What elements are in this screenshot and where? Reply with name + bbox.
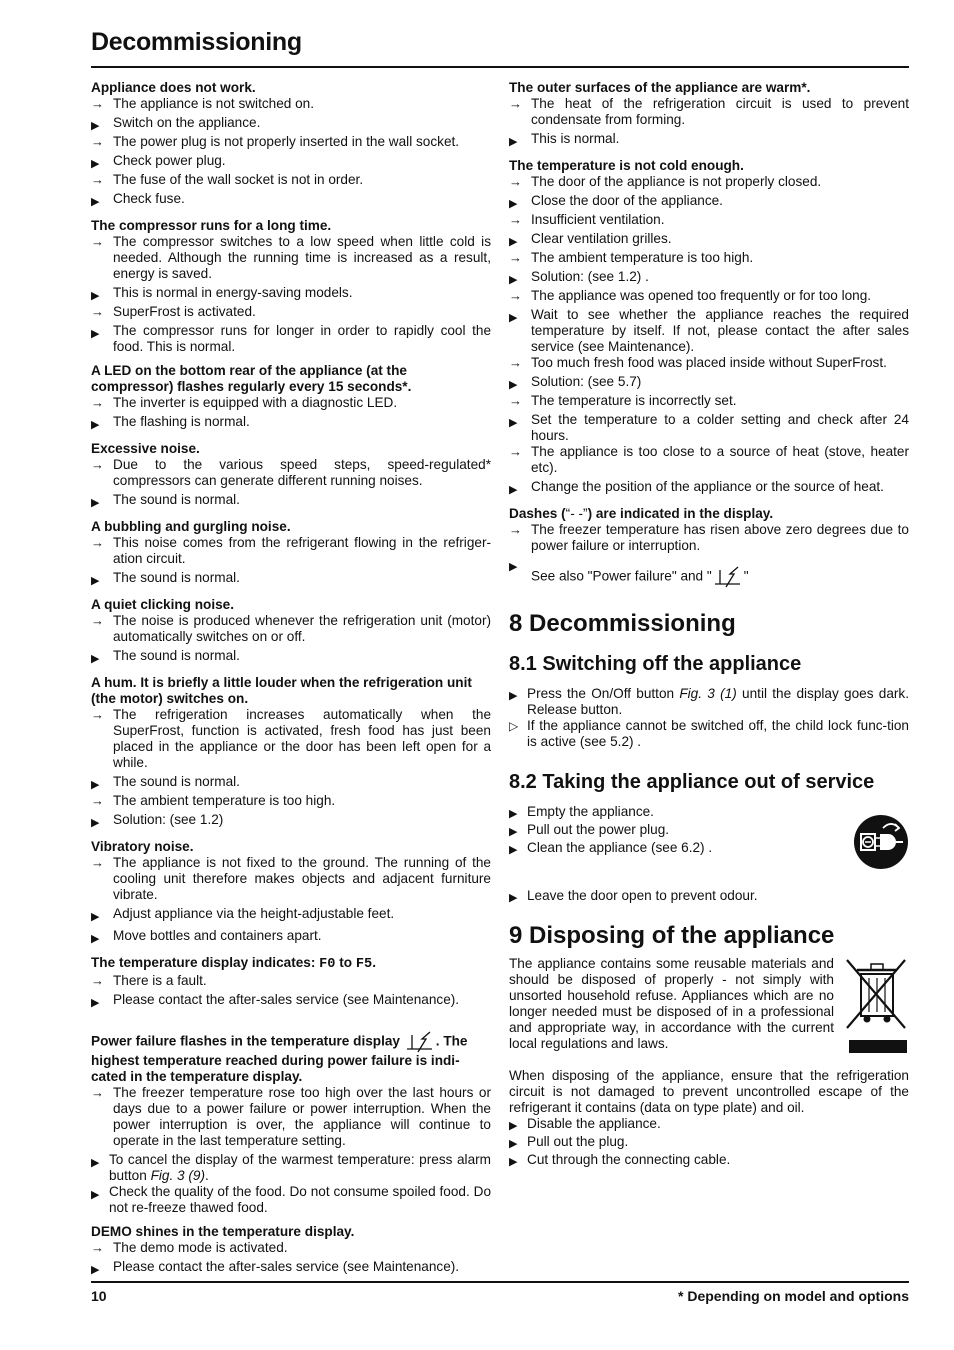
item-text: The compressor switches to a low speed when little cold is needed. Although the running time is increased as a result, energy is saved. <box>113 234 491 281</box>
item-text: The appliance is too close to a source of heat (stove, heater etc). <box>531 444 909 475</box>
item-text: The freezer temperature has risen above zero degrees due to power failure or interruption. <box>531 522 909 553</box>
arrow-bullet-icon: → <box>509 250 522 265</box>
item-text: The sound is normal. <box>113 774 240 789</box>
item-text: The door of the appliance is not properly closed. <box>531 174 822 189</box>
item-text: The power plug is not properly inserted in the wall socket. <box>113 134 460 149</box>
cause-item <box>509 250 909 266</box>
item-text: This noise comes from the refrigerant flowing in the refriger-ation circuit. <box>113 535 491 566</box>
cause-item <box>509 444 909 476</box>
disposal-steps <box>509 1116 909 1170</box>
item-text: Please contact the after-sales service (see Maintenance). <box>113 992 460 1007</box>
item-text: The fuse of the wall socket is not in order. <box>113 172 364 187</box>
item-text: This is normal. <box>531 131 620 146</box>
action-step <box>91 928 491 947</box>
demo-heading: DEMO shines in the temperature display. <box>91 1224 355 1239</box>
action-step <box>91 648 491 667</box>
action-step <box>509 479 909 498</box>
right-column <box>509 80 909 1170</box>
triangle-bullet-icon: ▶ <box>509 236 518 248</box>
action-step <box>509 1134 909 1152</box>
item-text: The compressor runs for longer in order to rapidly cool the food. This is normal. <box>113 323 491 354</box>
arrow-bullet-icon: → <box>91 395 104 410</box>
cause-item <box>509 355 909 371</box>
action-step <box>91 153 491 172</box>
triangle-bullet-icon: ▶ <box>91 997 100 1009</box>
cause-item <box>509 522 909 554</box>
item-text: Adjust appliance via the height-adjustable feet. <box>113 906 395 921</box>
item-text: Solution: (see 1.2) <box>113 812 224 827</box>
item-text: The ambient temperature is too high. <box>113 793 336 808</box>
item-text: Pull out the plug. <box>527 1134 629 1149</box>
arrow-bullet-icon: → <box>509 96 522 111</box>
arrow-bullet-icon: → <box>91 134 104 149</box>
triangle-bullet-icon: ▶ <box>91 419 100 431</box>
action-step <box>91 191 491 210</box>
item-text: The appliance was opened too frequently or for too long. <box>531 288 872 303</box>
section-9-title: 9 Disposing of the appliance <box>509 922 835 949</box>
item-text: This is normal in energy-saving models. <box>113 285 353 300</box>
triangle-bullet-icon: ▶ <box>91 497 100 509</box>
triangle-bullet-icon: ▶ <box>509 417 518 429</box>
dashes-heading: Dashes (“- -”) are indicated in the display. <box>509 506 774 521</box>
arrow-bullet-icon: → <box>91 172 104 187</box>
item-text: The sound is normal. <box>113 570 240 585</box>
cause-item <box>91 134 491 150</box>
cause-item <box>91 457 491 489</box>
arrow-bullet-icon: → <box>91 613 104 628</box>
action-step <box>91 906 491 925</box>
item-text: Check power plug. <box>113 153 226 168</box>
arrow-bullet-icon: → <box>91 793 104 808</box>
triangle-bullet-icon: ▶ <box>91 290 100 302</box>
section-8-title: 8 Decommissioning <box>509 610 736 637</box>
cause-item <box>91 395 491 411</box>
action-step <box>509 231 909 250</box>
item-text: Disable the appliance. <box>527 1116 661 1131</box>
section-heading: Vibratory noise. <box>91 839 194 854</box>
footer-rule <box>91 1281 909 1283</box>
item-text: Clear ventilation grilles. <box>531 231 672 246</box>
triangle-bullet-icon: ▶ <box>91 120 100 132</box>
section-heading: The outer surfaces of the appliance are warm*. <box>509 80 811 95</box>
weee-crossed-bin-icon <box>843 956 909 1054</box>
triangle-bullet-icon: ▶ <box>509 136 518 148</box>
section-heading: Appliance does not work. <box>91 80 256 95</box>
item-text: The refrigeration increases automatically when the SuperFrost, function is activated, fresh food has just been placed in the appliance or the door has been left open for a while. <box>113 707 491 770</box>
triangle-bullet-icon: ▶ <box>91 653 100 665</box>
cause-item <box>509 174 909 190</box>
cause-item <box>91 855 491 903</box>
triangle-bullet-icon: ▶ <box>509 844 518 856</box>
item-text: Solution: (see 5.7) <box>531 374 642 389</box>
item-text: Wait to see whether the appliance reaches the required temperature by itself. If not, please contact the after sales service (see Maintenance). <box>531 307 909 354</box>
arrow-bullet-icon: → <box>91 707 104 722</box>
item-text: Switch on the appliance. <box>113 115 261 130</box>
triangle-bullet-icon: ▶ <box>509 1120 518 1132</box>
action-step <box>509 840 909 858</box>
section-8-2-title: 8.2 Taking the appliance out of service <box>509 771 875 793</box>
disposal-section <box>509 956 909 1170</box>
triangle-bullet-icon: ▶ <box>509 484 518 496</box>
left-troubleshooting-list <box>91 80 491 947</box>
triangle-bullet-icon: ▶ <box>91 196 100 208</box>
triangle-bullet-icon: ▶ <box>509 826 518 838</box>
triangle-bullet-icon: ▶ <box>91 817 100 829</box>
triangle-bullet-icon: ▶ <box>509 274 518 286</box>
display-fault-items <box>91 973 491 1011</box>
item-text: The heat of the refrigeration circuit is used to prevent condensate from forming. <box>531 96 909 127</box>
cause-item <box>91 1085 491 1149</box>
item-text: There is a fault. <box>113 973 207 988</box>
cause-item <box>91 535 491 567</box>
action-step <box>509 269 909 288</box>
power-failure-heading: Power failure flashes in the temperature display . The highest temperature reached during power failure is indi-cated in the temperature display. <box>91 1031 491 1085</box>
arrow-bullet-icon: → <box>509 522 522 537</box>
triangle-bullet-icon: ▶ <box>91 158 100 170</box>
item-text: The flashing is normal. <box>113 414 250 429</box>
item-text: The sound is normal. <box>113 492 240 507</box>
cause-item <box>91 613 491 645</box>
cause-item <box>91 793 491 809</box>
item-text: Too much fresh food was placed inside without SuperFrost. <box>531 355 887 370</box>
cause-item <box>91 304 491 320</box>
section-heading: A hum. It is briefly a little louder when the refrigeration unit (the motor) switches on. <box>91 675 472 706</box>
arrow-bullet-icon: → <box>509 288 522 303</box>
action-step <box>509 193 909 212</box>
arrow-bullet-icon: → <box>91 535 104 550</box>
arrow-bullet-icon: → <box>91 973 104 988</box>
power-failure-icon <box>404 1031 436 1053</box>
action-step <box>509 374 909 393</box>
action-step <box>91 285 491 304</box>
triangle-bullet-icon: ▶ <box>509 379 518 391</box>
arrow-bullet-icon: → <box>91 1240 104 1255</box>
action-step <box>509 412 909 444</box>
item-text: The freezer temperature rose too high over the last hours or days due to a power failure or power interruption. When the power interruption is over, the appliance will continue to operate in the last temperature setting. <box>113 1085 491 1148</box>
cause-item <box>509 288 909 304</box>
item-text: Change the position of the appliance or the source of heat. <box>531 479 884 494</box>
triangle-bullet-icon: ▶ <box>91 933 100 945</box>
triangle-bullet-icon: ▶ <box>509 1156 518 1168</box>
action-step <box>91 774 491 793</box>
display-fault-heading: The temperature display indicates: F0 to F5. <box>91 955 376 972</box>
triangle-bullet-icon: ▶ <box>91 1264 100 1276</box>
section-heading: The compressor runs for a long time. <box>91 218 332 233</box>
item-text: Insufficient ventilation. <box>531 212 665 227</box>
item-text: Check fuse. <box>113 191 185 206</box>
arrow-bullet-icon: → <box>91 1085 104 1100</box>
action-step <box>509 804 909 822</box>
item-text: The appliance is not switched on. <box>113 96 315 111</box>
cause-item <box>91 96 491 112</box>
item-text: The appliance is not fixed to the ground. The running of the cooling unit therefore makes objects and adjacent furniture vibrate. <box>113 855 491 902</box>
arrow-bullet-icon: → <box>91 304 104 319</box>
action-step <box>91 115 491 134</box>
action-step <box>91 414 491 433</box>
unplug-icon <box>853 814 909 870</box>
item-text: Empty the appliance. <box>527 804 654 819</box>
section-heading: Excessive noise. <box>91 441 200 456</box>
action-step <box>509 1116 909 1134</box>
child-lock-note: ▷ If the appliance cannot be switched off, the child lock func-tion is active (see 5.2) . <box>509 718 909 749</box>
item-text: Cut through the connecting cable. <box>527 1152 731 1167</box>
item-text: Please contact the after-sales service (see Maintenance). <box>113 1259 460 1274</box>
cause-item <box>509 96 909 128</box>
item-text: Clean the appliance (see 6.2) . <box>527 840 713 855</box>
item-text: Solution: (see 1.2) . <box>531 269 649 284</box>
action-step <box>91 570 491 589</box>
triangle-bullet-icon: ▶ <box>91 911 100 923</box>
cause-item <box>91 172 491 188</box>
item-text: The ambient temperature is too high. <box>531 250 754 265</box>
triangle-bullet-icon: ▶ <box>91 328 100 340</box>
cause-item <box>509 212 909 228</box>
arrow-bullet-icon: → <box>509 393 522 408</box>
arrow-bullet-icon: → <box>509 355 522 370</box>
cause-item <box>91 234 491 282</box>
item-text: The temperature is incorrectly set. <box>531 393 737 408</box>
action-step <box>91 992 491 1011</box>
see-also-step: ▶ See also "Power failure" and " " <box>509 556 909 588</box>
triangle-bullet-icon: ▶ <box>509 808 518 820</box>
left-column <box>91 80 491 1278</box>
arrow-bullet-icon: → <box>91 96 104 111</box>
arrow-bullet-icon: → <box>509 444 522 459</box>
out-of-service-steps <box>509 804 909 906</box>
item-text: Due to the various speed steps, speed-regulated* compressors can generate different running noises. <box>113 457 491 488</box>
page-number: 10 <box>91 1288 107 1304</box>
section-heading: The temperature is not cold enough. <box>509 158 744 173</box>
triangle-bullet-icon: ▶ <box>509 312 518 324</box>
action-step <box>509 307 909 355</box>
check-food-step: ▶ Check the quality of the food. Do not consume spoiled food. Do not re-freeze thawed food. <box>91 1184 491 1215</box>
action-step <box>509 822 909 840</box>
action-step <box>509 1152 909 1170</box>
power-failure-items <box>91 1085 491 1149</box>
demo-items <box>91 1240 491 1278</box>
header-rule <box>91 66 909 68</box>
press-onoff-step: ▶ Press the On/Off button Fig. 3 (1) until the display goes dark. Release button. <box>509 686 910 717</box>
disposal-paragraph-1: The appliance contains some reusable materials and should be disposed of properly - not simply with unsorted household refuse. Appliances which are no longer needed must be disposed of in a professional and appropriate way, in accordance with the current local regulations and laws. <box>509 956 834 1051</box>
cause-item <box>91 973 491 989</box>
power-failure-icon <box>712 566 744 588</box>
item-text: Close the door of the appliance. <box>531 193 723 208</box>
leave-door-open-step: ▶ Leave the door open to prevent odour. <box>509 888 758 904</box>
arrow-bullet-icon: → <box>91 234 104 249</box>
dashes-items <box>509 522 909 554</box>
cancel-warmest-temp-step: ▶ To cancel the display of the warmest temperature: press alarm button Fig. 3 (9). <box>91 1152 491 1183</box>
item-text: Set the temperature to a colder setting and check after 24 hours. <box>531 412 909 443</box>
item-text: The noise is produced whenever the refrigeration unit (motor) automatically switches on or off. <box>113 613 491 644</box>
arrow-bullet-icon: → <box>509 212 522 227</box>
item-text: The demo mode is activated. <box>113 1240 288 1255</box>
cause-item <box>91 707 491 771</box>
item-text: Pull out the power plug. <box>527 822 670 837</box>
section-8-1-title: 8.1 Switching off the appliance <box>509 653 802 675</box>
action-step <box>91 323 491 355</box>
item-text: SuperFrost is activated. <box>113 304 256 319</box>
triangle-bullet-icon: ▶ <box>91 779 100 791</box>
page-title: Decommissioning <box>91 28 302 56</box>
right-troubleshooting-list <box>509 80 909 498</box>
footer-note: * Depending on model and options <box>678 1288 909 1304</box>
disposal-paragraph-2: When disposing of the appliance, ensure that the refrigeration circuit is not damaged to prevent uncontrolled escape of the refrigerant it contains (data on type plate) and oil. <box>509 1068 909 1115</box>
action-step <box>509 131 909 150</box>
arrow-bullet-icon: → <box>509 174 522 189</box>
section-heading: A quiet clicking noise. <box>91 597 235 612</box>
arrow-bullet-icon: → <box>91 855 104 870</box>
triangle-bullet-icon: ▶ <box>509 1138 518 1150</box>
triangle-bullet-icon: ▶ <box>509 198 518 210</box>
item-text: Move bottles and containers apart. <box>113 928 322 943</box>
cause-item <box>509 393 909 409</box>
triangle-bullet-icon: ▶ <box>91 575 100 587</box>
section-heading: A bubbling and gurgling noise. <box>91 519 291 534</box>
arrow-bullet-icon: → <box>91 457 104 472</box>
item-text: The sound is normal. <box>113 648 240 663</box>
item-text: The inverter is equipped with a diagnostic LED. <box>113 395 398 410</box>
action-step <box>91 812 491 831</box>
section-heading: A LED on the bottom rear of the appliance (at the compressor) flashes regularly every 15 seconds*. <box>91 363 412 394</box>
action-step <box>91 1259 491 1278</box>
cause-item <box>91 1240 491 1256</box>
action-step <box>91 492 491 511</box>
